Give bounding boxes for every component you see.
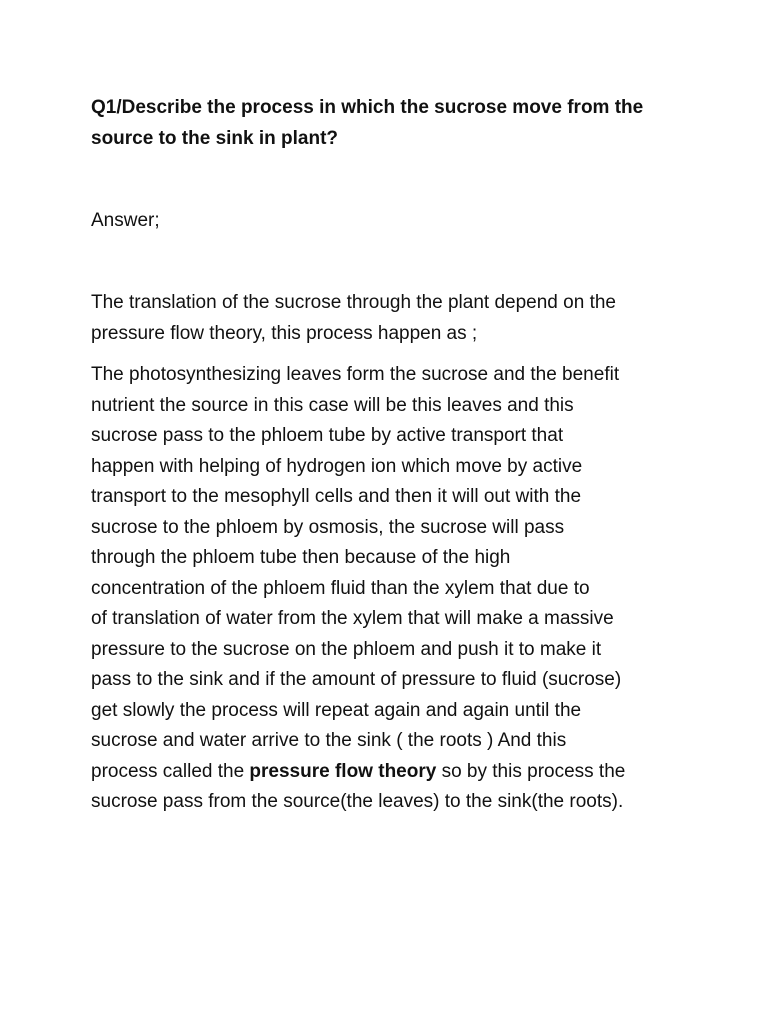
body-line: nutrient the source in this case will be this leaves and this (91, 394, 574, 416)
body-line: pressure to the sucrose on the phloem and push it to make it (91, 638, 602, 660)
body-line: happen with helping of hydrogen ion which move by active (91, 455, 583, 477)
bold-phrase-pressure-flow-theory: pressure flow theory (249, 760, 437, 782)
question-heading (91, 93, 691, 154)
intro-line: pressure flow theory, this process happen as ; (91, 322, 478, 344)
body-paragraph (91, 360, 691, 818)
body-line: sucrose pass to the phloem tube by active transport that (91, 425, 564, 446)
body-line: pass to the sink and if the amount of pressure to fluid (sucrose) (91, 669, 622, 690)
body-line: concentration of the phloem fluid than the xylem that due to (91, 577, 590, 599)
intro-line: The translation of the sucrose through the plant depend on the (91, 292, 616, 313)
body-line: get slowly the process will repeat again and again until the (91, 699, 582, 721)
body-line: through the phloem tube then because of the high (91, 547, 511, 568)
question-line: Q1/Describe the process in which the sucrose move from the (91, 97, 644, 118)
body-line: of translation of water from the xylem that will make a massive (91, 608, 614, 629)
answer-label-text: Answer; (91, 210, 160, 231)
body-line: The photosynthesizing leaves form the sucrose and the benefit (91, 364, 620, 385)
body-text-before-bold: process called the (91, 760, 250, 782)
question-line: source to the sink in plant? (91, 127, 339, 149)
body-line: transport to the mesophyll cells and then it will out with the (91, 486, 582, 507)
answer-label (91, 206, 691, 237)
body-line: sucrose pass from the source(the leaves) to the sink(the roots). (91, 791, 624, 812)
intro-paragraph (91, 288, 691, 349)
body-line-with-bold (91, 757, 691, 788)
body-line: sucrose to the phloem by osmosis, the sucrose will pass (91, 516, 565, 538)
body-line: sucrose and water arrive to the sink ( the roots ) And this (91, 730, 567, 751)
body-text-after-bold: so by this process the (436, 760, 626, 782)
